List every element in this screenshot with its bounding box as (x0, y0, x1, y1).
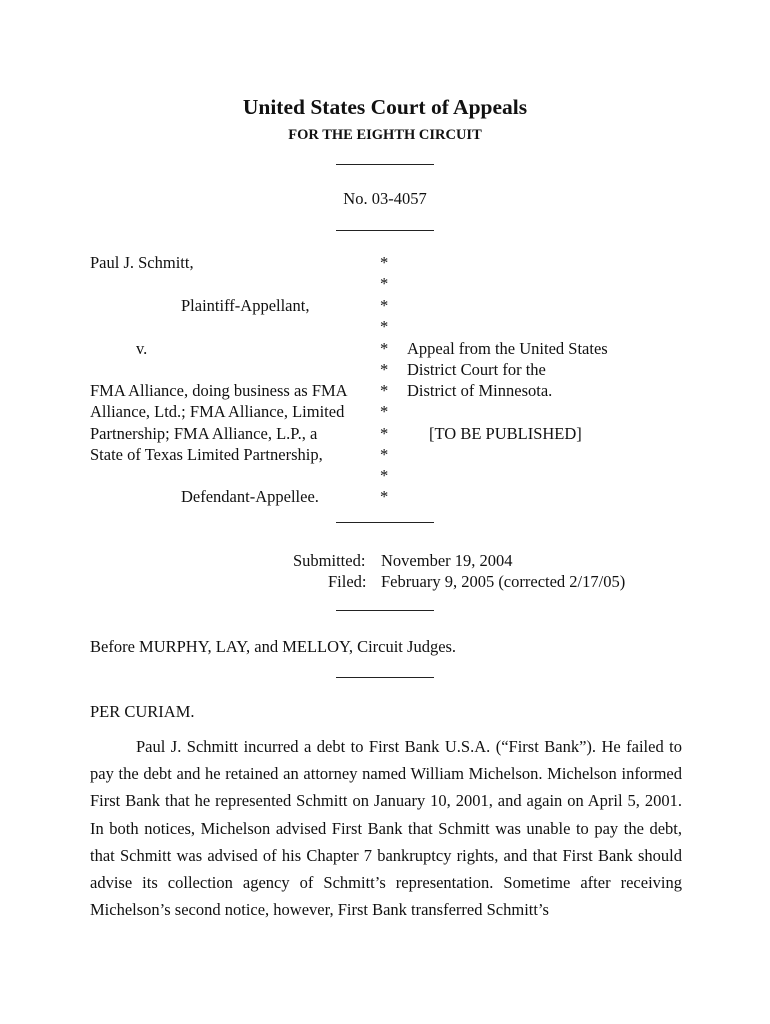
section-rule (336, 522, 434, 523)
appeal-line: Appeal from the United States (407, 339, 608, 358)
caption-asterisk: * (380, 360, 389, 379)
judges-line: Before MURPHY, LAY, and MELLOY, Circuit Judges. (90, 637, 457, 656)
plaintiff-role: Plaintiff-Appellant, (181, 296, 310, 315)
versus-label: v. (136, 339, 148, 358)
caption-asterisk: * (380, 487, 389, 506)
submitted-label: Submitted: (293, 551, 366, 570)
defendant-line: Alliance, Ltd.; FMA Alliance, Limited (90, 402, 345, 421)
defendant-line: FMA Alliance, doing business as FMA (90, 381, 348, 400)
section-rule (336, 230, 434, 231)
caption-asterisk: * (380, 253, 389, 272)
case-number: No. 03-4057 (343, 189, 427, 208)
caption-asterisk: * (380, 317, 389, 336)
circuit-name: FOR THE EIGHTH CIRCUIT (288, 127, 482, 143)
caption-asterisk: * (380, 445, 389, 464)
caption-asterisk: * (380, 466, 389, 485)
filed-label: Filed: (328, 572, 367, 591)
court-name: United States Court of Appeals (242, 95, 528, 119)
section-rule (336, 610, 434, 611)
defendant-role: Defendant-Appellee. (181, 487, 319, 506)
section-rule (336, 677, 434, 678)
caption-asterisk: * (380, 339, 389, 358)
caption-asterisk: * (380, 402, 389, 421)
plaintiff-name: Paul J. Schmitt, (90, 253, 194, 272)
defendant-line: State of Texas Limited Partnership, (90, 445, 323, 464)
publication-status: [TO BE PUBLISHED] (429, 424, 582, 443)
caption-asterisk: * (380, 381, 389, 400)
submitted-date: November 19, 2004 (381, 551, 513, 570)
opinion-paragraph: Paul J. Schmitt incurred a debt to First Bank U.S.A. (“First Bank”). He failed to pay the debt and he retained an attorney named William Michelson. Michelson informed First Bank that he represented Schmitt on January 10, 2001, and again on April 5, 2001. In both notices, Michelson advised First Bank that Schmitt was unable to pay the debt, that Schmitt was advised of his Chapter 7 bankruptcy rights, and that First Bank should advise its collection agency of Schmitt’s representation. Sometime after receiving Michelson’s second notice, however, First Bank transferred Schmitt’s (90, 737, 682, 920)
appeal-line: District of Minnesota. (407, 381, 553, 400)
filed-date: February 9, 2005 (corrected 2/17/05) (381, 572, 626, 591)
caption-asterisk: * (380, 296, 389, 315)
section-rule (336, 164, 434, 165)
appeal-line: District Court for the (407, 360, 546, 379)
defendant-line: Partnership; FMA Alliance, L.P., a (90, 424, 318, 443)
caption-asterisk: * (380, 424, 389, 443)
per-curiam-heading: PER CURIAM. (90, 702, 195, 721)
caption-asterisk: * (380, 274, 389, 293)
